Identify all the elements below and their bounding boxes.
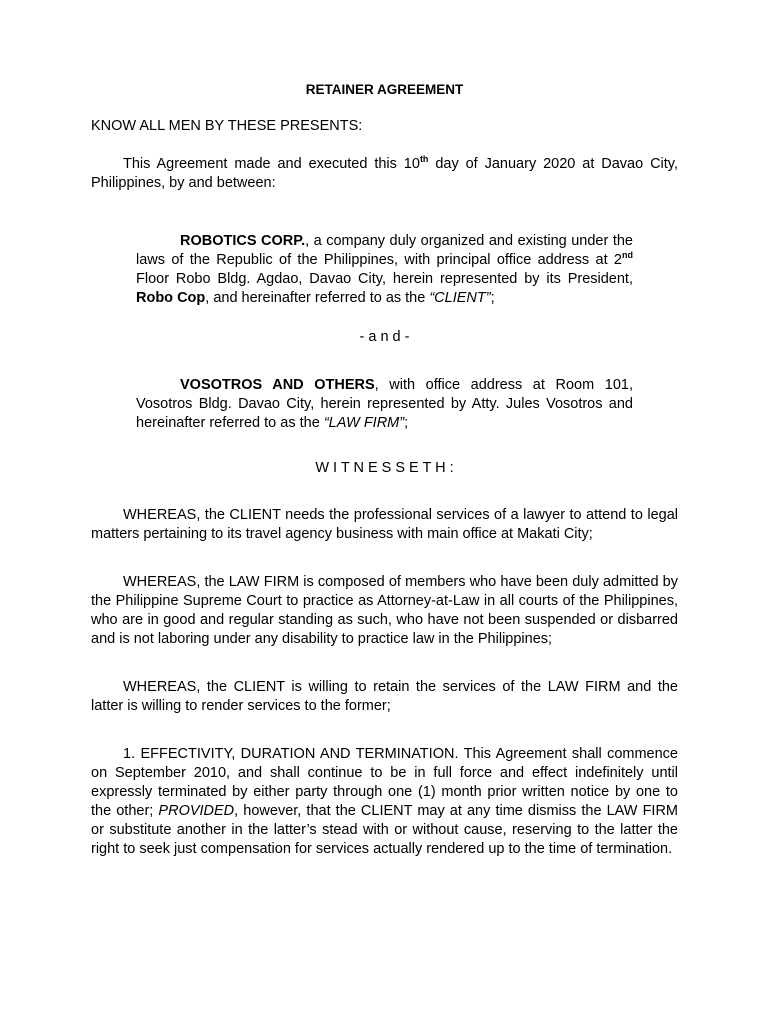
whereas-paragraph-1: WHEREAS, the CLIENT needs the professional services of a lawyer to attend to legal matters pertaining to its travel agency business with main office at Makati City; (91, 507, 678, 542)
client-text-a: , a company duly organized and existing under the laws of the Republic of the Philippines, with principal office address at 2 (136, 233, 633, 268)
client-alias: “CLIENT” (429, 290, 491, 306)
document-title: RETAINER AGREEMENT (305, 82, 464, 97)
client-text-c: , and hereinafter referred to as the (205, 290, 430, 306)
and-separator: - a n d - (359, 329, 410, 345)
client-text-b: Floor Robo Bldg. Agdao, Davao City, herein represented by its President, (136, 271, 633, 287)
intro-text-b: day of January 2020 at Davao City, Philippines, by and between: (91, 156, 678, 191)
intro-day-suffix: th (419, 154, 429, 165)
client-text-end: ; (490, 290, 495, 306)
client-name: ROBOTICS CORP. (180, 233, 306, 249)
whereas-paragraph-2: WHEREAS, the LAW FIRM is composed of members who have been duly admitted by the Philippine Supreme Court to practice as Attorney-at-Law in all courts of the Philippines, who are in good and regular standing as such, who have not been suspended or disbarred and is not laboring under any disability to practice law in the Philippines; (91, 574, 678, 647)
lawfirm-text-a: , with office address at Room 101, Vosotros Bldg. Davao City, herein represented by Atty. Jules Vosotros and hereinafter referred to as the (136, 377, 633, 431)
intro-text-a: This Agreement made and executed this 10 (123, 156, 420, 172)
whereas-paragraph-3: WHEREAS, the CLIENT is willing to retain the services of the LAW FIRM and the latter is willing to render services to the former; (91, 679, 678, 714)
intro-paragraph (91, 155, 678, 193)
clause-1-text-a: 1. EFFECTIVITY, DURATION AND TERMINATION. This Agreement shall commence on September 2010, and shall continue to be in full force and effect indefinitely until expressly terminated by either party through one (1) month prior written notice by one to the other; (91, 746, 678, 819)
lawfirm-name: VOSOTROS AND OTHERS (180, 377, 375, 393)
floor-suffix: nd (622, 250, 633, 261)
lawfirm-alias: “LAW FIRM” (323, 415, 405, 431)
clause-1-text-b: , however, that the CLIENT may at any time dismiss the LAW FIRM or substitute another in the latter’s stead with or without cause, reserving to the latter the right to seek just compensation for services actually rendered up to the time of termination. (91, 803, 679, 857)
preamble: KNOW ALL MEN BY THESE PRESENTS: (91, 118, 363, 134)
party-lawfirm-paragraph (136, 376, 633, 433)
clause-1-paragraph (91, 745, 678, 859)
party-client-paragraph (136, 232, 633, 308)
witnesseth-heading: W I T N E S S E T H : (315, 460, 454, 476)
clause-1-provided: PROVIDED (158, 803, 235, 819)
client-representative: Robo Cop (136, 290, 206, 306)
lawfirm-text-end: ; (404, 415, 409, 431)
